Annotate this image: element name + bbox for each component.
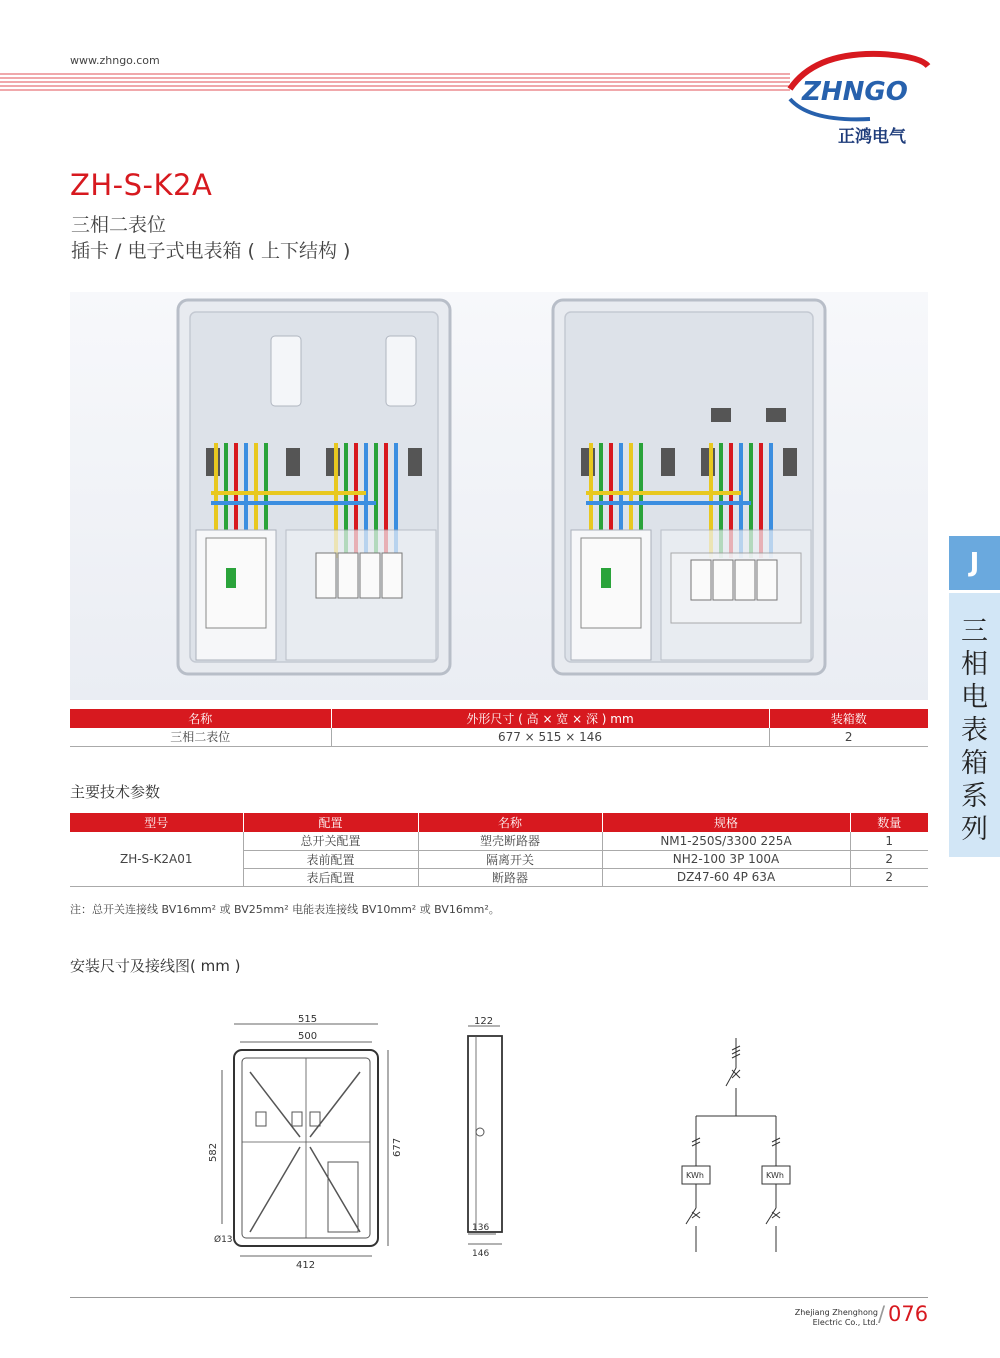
- logo-chinese-name: 正鸿电气: [838, 127, 906, 144]
- section-tab-char: 电: [961, 682, 988, 713]
- product-model-title: ZH-S-K2A: [70, 168, 213, 202]
- meter-box-photo-right: [551, 298, 827, 676]
- cell-spec: NM1-250S/3300 225A: [602, 832, 850, 850]
- footer-company: [770, 1308, 878, 1328]
- cell-quantity: 1: [850, 832, 928, 850]
- footer-company-line1: Zhejiang Zhenghong: [794, 1308, 878, 1317]
- header-component: 名称: [418, 813, 602, 832]
- section-tab-title: [949, 593, 1000, 857]
- header-size: 外形尺寸 ( 高 × 宽 × 深 ) mm: [331, 709, 769, 728]
- dim-depth-146: 146: [472, 1249, 490, 1259]
- dim-width-500: 500: [298, 1031, 318, 1042]
- page-slash: /: [878, 1302, 886, 1326]
- dim-width-515: 515: [298, 1014, 318, 1025]
- cell-config: 表前配置: [243, 850, 418, 868]
- cell-size: 677 × 515 × 146: [331, 728, 769, 746]
- section-tab-vertical-text: [949, 615, 1000, 846]
- wiring-note: 注：总开关连接线 BV16mm² 或 BV25mm² 电能表连接线 BV10mm² 或 BV16mm²。: [70, 903, 500, 916]
- cell-model: ZH-S-K2A01: [70, 832, 243, 886]
- dim-hole: Ø13: [214, 1235, 233, 1245]
- table-row: [70, 832, 928, 850]
- section-tab-char: 三: [961, 616, 988, 647]
- cell-pack-qty: 2: [769, 728, 928, 746]
- product-subtitle: 三相二表位: [71, 214, 167, 236]
- dim-depth-122: 122: [474, 1016, 494, 1027]
- meter-label-left: KWh: [686, 1171, 704, 1180]
- header-config: 配置: [243, 813, 418, 832]
- site-url: www.zhngo.com: [70, 54, 160, 67]
- cell-component: 塑壳断路器: [418, 832, 602, 850]
- cell-component: 隔离开关: [418, 850, 602, 868]
- cell-quantity: 2: [850, 850, 928, 868]
- dim-height-582: 582: [208, 1142, 219, 1162]
- header-name: 名称: [70, 709, 331, 728]
- section-tab-char: 列: [961, 814, 988, 845]
- header-quantity: 数量: [850, 813, 928, 832]
- tech-params-heading: 主要技术参数: [70, 783, 161, 801]
- header-model: 型号: [70, 813, 243, 832]
- drawing-heading: 安装尺寸及接线图( mm ): [70, 957, 241, 975]
- logo-wordmark: ZHNGO: [802, 77, 908, 107]
- dim-height-677: 677: [392, 1137, 403, 1157]
- meter-label-right: KWh: [766, 1171, 784, 1180]
- cell-config: 表后配置: [243, 868, 418, 886]
- cell-config: 总开关配置: [243, 832, 418, 850]
- section-tab-char: 表: [961, 715, 988, 746]
- header-pack-qty: 装箱数: [769, 709, 928, 728]
- dim-depth-136: 136: [472, 1223, 490, 1233]
- cell-spec: NH2-100 3P 100A: [602, 850, 850, 868]
- header-decorative-lines: [0, 68, 790, 108]
- side-dimension-drawing: [460, 1012, 520, 1262]
- tech-params-table: [70, 813, 928, 887]
- front-dimension-drawing: [200, 1012, 410, 1272]
- cell-quantity: 2: [850, 868, 928, 886]
- product-description: 插卡 / 电子式电表箱 ( 上下结构 ): [71, 240, 351, 262]
- dim-width-412: 412: [296, 1260, 316, 1271]
- meter-box-photo-left: [176, 298, 452, 676]
- section-tab-char: 系: [961, 781, 988, 812]
- section-tab-char: 箱: [961, 748, 988, 779]
- company-logo: [770, 44, 935, 144]
- section-tab-letter: J: [949, 536, 1000, 590]
- cell-component: 断路器: [418, 868, 602, 886]
- wiring-diagram: [670, 1038, 800, 1258]
- section-tab-char: 相: [961, 649, 988, 680]
- header-spec: 规格: [602, 813, 850, 832]
- page-number: 076: [888, 1302, 929, 1326]
- footer-company-line2: Electric Co., Ltd.: [812, 1318, 878, 1327]
- cell-name: 三相二表位: [70, 728, 331, 746]
- footer-divider: [70, 1297, 928, 1298]
- cell-spec: DZ47-60 4P 63A: [602, 868, 850, 886]
- dimension-table: [70, 709, 928, 747]
